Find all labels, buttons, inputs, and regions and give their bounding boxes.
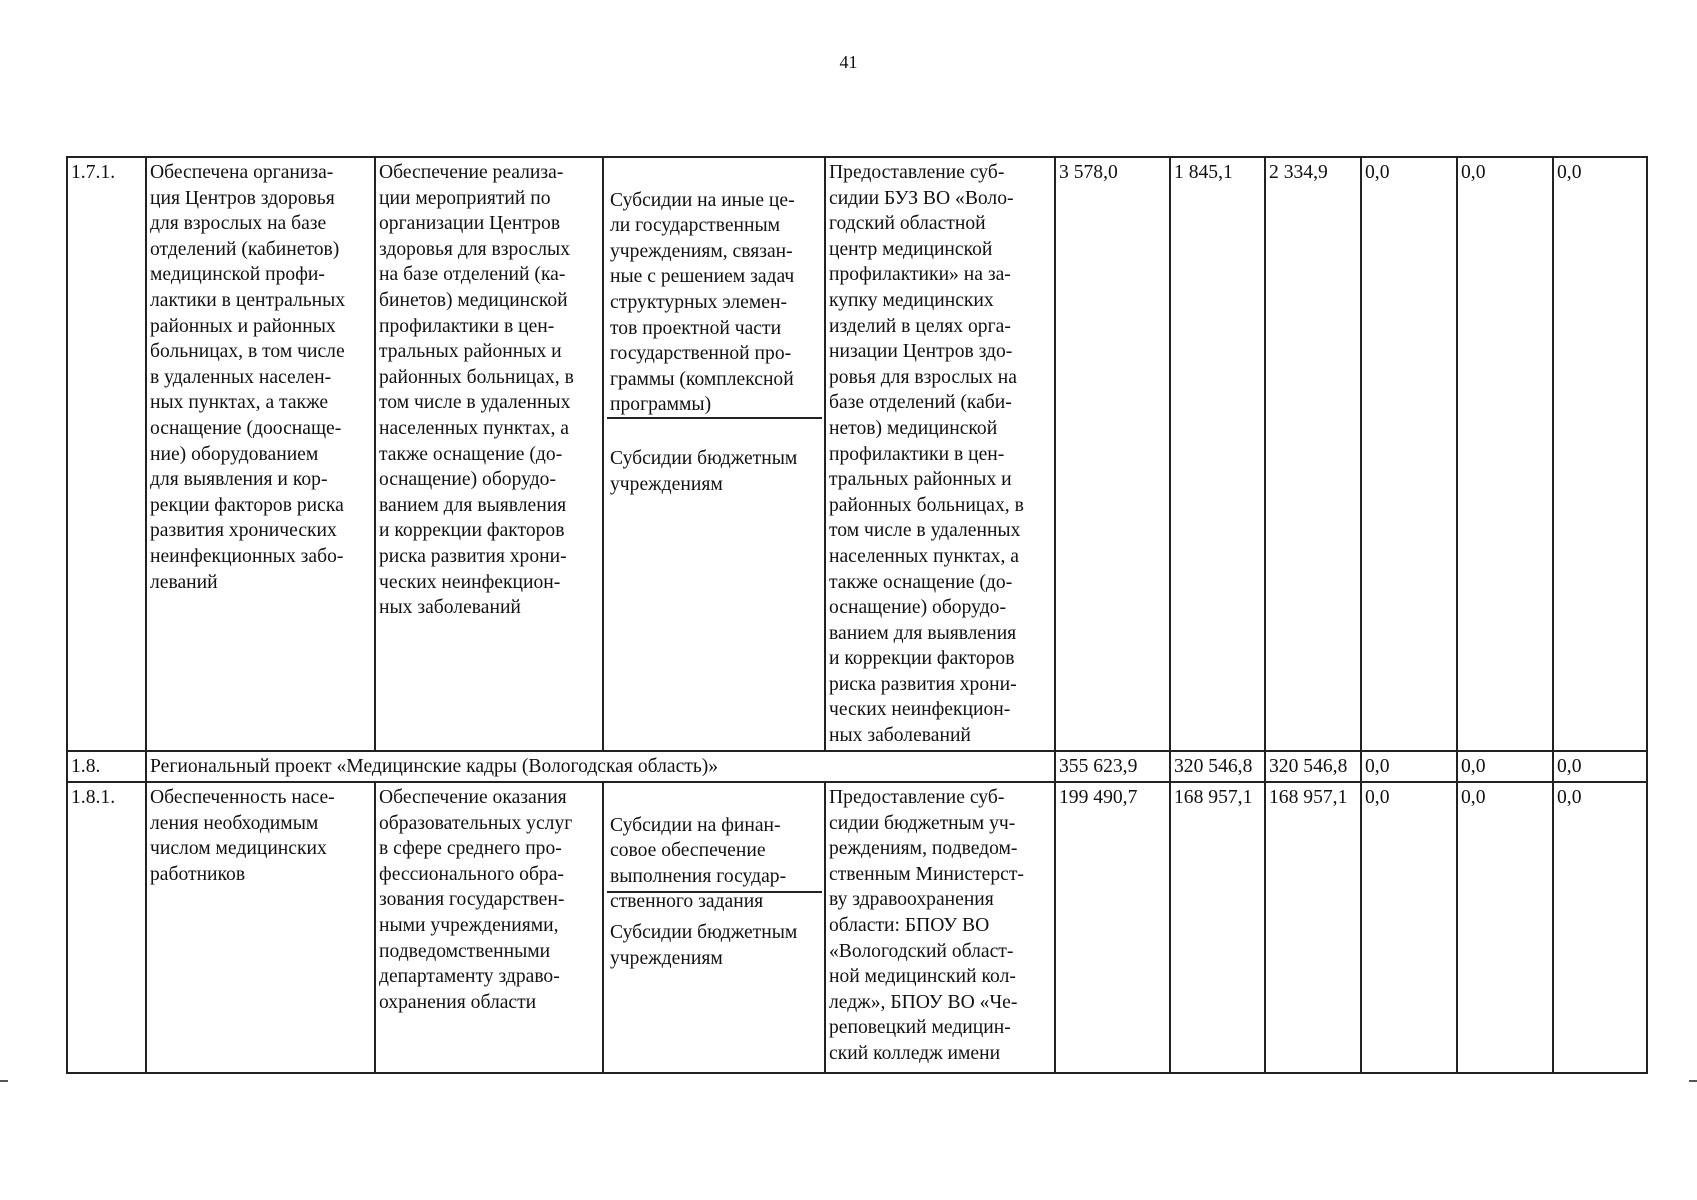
expense-type-cell — [603, 782, 825, 1073]
measure-cell: Обеспечение оказания образовательных услуг в сфере среднего про- фессионального обра- зования государствен- ными учреждениями, подведомственными департаменту здраво- охранения области — [375, 782, 603, 1073]
value-col-1: 199 490,7 — [1055, 782, 1170, 1073]
value-col-1: 355 623,9 — [1055, 751, 1170, 782]
row-code: 1.8. — [67, 751, 146, 782]
scan-margin-mark-right — [1689, 1080, 1697, 1082]
value-col-4: 0,0 — [1361, 782, 1457, 1073]
value-col-5: 0,0 — [1457, 782, 1553, 1073]
row-code: 1.7.1. — [67, 157, 146, 751]
page-number: 41 — [839, 52, 858, 72]
row-code: 1.8.1. — [67, 782, 146, 1073]
value-col-5: 0,0 — [1457, 157, 1553, 751]
scan-margin-mark-left — [0, 1080, 8, 1082]
value-col-2: 320 546,8 — [1170, 751, 1265, 782]
description-cell: Предоставление суб- сидии БУЗ ВО «Воло- годский областной центр медицинской профилактики» на за- купку медицинских изделий в целях орга- низации Центров здо- ровья для взрослых на базе отделений (каби- нетов) медицинской профилактики в цен- тральных районных и районных больницах, в том числе в удаленных населенных пунктах, а также оснащение (до- оснащение) оборудо- ванием для выявления и коррекции факторов риска развития хрони- ческих неинфекцион- ных заболеваний — [825, 157, 1055, 751]
measure-cell: Обеспечение реализа- ции мероприятий по организации Центров здоровья для взрослых на базе отделений (ка- бинетов) медицинской профилактики в цен- тральных районных и районных больницах, в том числе в удаленных населенных пунктах, а также оснащение (до- оснащение) оборудо- ванием для выявления и коррекции факторов риска развития хрони- ческих неинфекцион- ных заболеваний — [375, 157, 603, 751]
table-row-1-7-1 — [67, 157, 1647, 751]
value-col-2: 1 845,1 — [1170, 157, 1265, 751]
value-col-3: 320 546,8 — [1265, 751, 1361, 782]
value-col-3: 168 957,1 — [1265, 782, 1361, 1073]
table-row-1-8 — [67, 751, 1647, 782]
value-col-6: 0,0 — [1553, 751, 1647, 782]
project-title: Региональный проект «Медицинские кадры (Вологодская область)» — [146, 751, 1055, 782]
value-col-4: 0,0 — [1361, 157, 1457, 751]
result-cell: Обеспечена организа- ция Центров здоровья для взрослых на базе отделений (кабинетов) медицинской профи- лактики в центральных районных и районных больницах, в том числе в удаленных населен- ных пунктах, а также оснащение (дооснаще- ние) оборудованием для выявления и кор- рекции факторов риска развития хронических неинфекционных забо- леваний — [146, 157, 375, 751]
table-row-1-8-1 — [67, 782, 1647, 1073]
value-col-6: 0,0 — [1553, 782, 1647, 1073]
expense-type-secondary: Субсидии бюджетным учреждениям — [610, 922, 798, 969]
value-col-5: 0,0 — [1457, 751, 1553, 782]
expense-type-primary: Субсидии на иные це- ли государственным учреждениям, связан- ные с решением задач структурных элемен- тов проектной части государственной про- граммы (комплексной программы) — [607, 186, 822, 419]
expense-type-cell — [603, 157, 825, 751]
value-col-3: 2 334,9 — [1265, 157, 1361, 751]
description-cell: Предоставление суб- сидии бюджетным уч- реждениям, подведом- ственным Министерст- ву здравоохранения области: БПОУ ВО «Вологодский област- ной медицинский кол- ледж», БПОУ ВО «Че- реповецкий медицин- ский колледж имени — [825, 782, 1055, 1073]
expense-type-primary: Субсидии на финан- совое обеспечение выполнения государ- ственного задания — [607, 811, 822, 893]
value-col-6: 0,0 — [1553, 157, 1647, 751]
program-table — [66, 156, 1648, 1074]
value-col-4: 0,0 — [1361, 751, 1457, 782]
expense-type-secondary: Субсидии бюджетным учреждениям — [610, 448, 798, 495]
value-col-2: 168 957,1 — [1170, 782, 1265, 1073]
result-cell: Обеспеченность насе- ления необходимым числом медицинских работников — [146, 782, 375, 1073]
value-col-1: 3 578,0 — [1055, 157, 1170, 751]
